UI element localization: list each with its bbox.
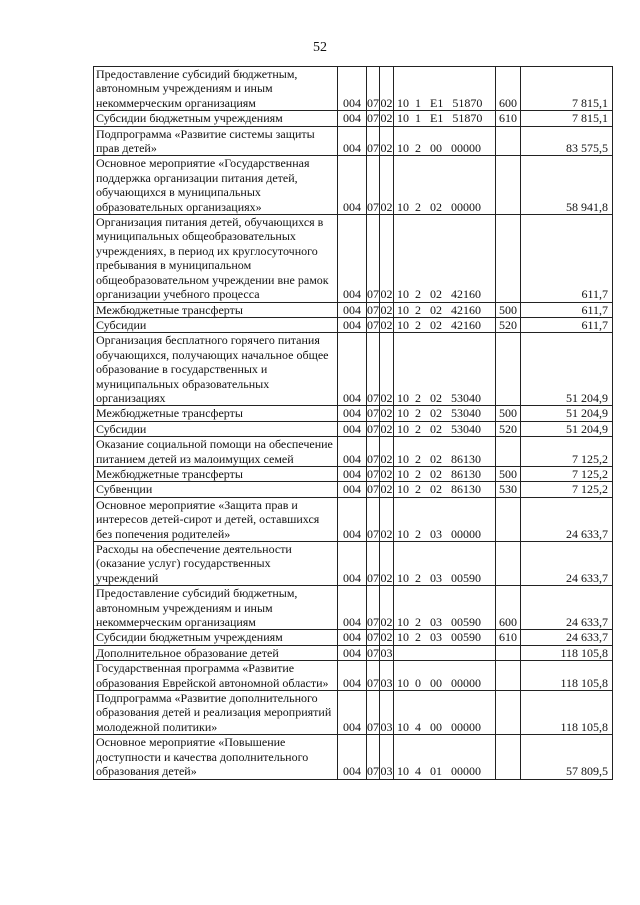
ved-code: 004: [338, 645, 367, 660]
ved-code: 004: [338, 482, 367, 497]
row-amount: 7 125,2: [521, 466, 613, 481]
row-amount: 51 204,9: [521, 406, 613, 421]
expense-type-code: [496, 645, 521, 660]
target-article-code: 10 2 02 42160: [394, 215, 496, 302]
row-name: Организация питания детей, обучающихся в муниципальных общеобразовательных учреждениях, в период их круглосуточного пребывания в муниципальном общеобразовательном учреждении вне рамок организации учебного процесса: [94, 215, 338, 302]
subsection-code: 03: [380, 691, 394, 735]
section-code: 07: [367, 126, 380, 156]
target-article-code: 10 2 02 86130: [394, 466, 496, 481]
table-row: [94, 406, 613, 421]
table-row: [94, 111, 613, 126]
subsection-code: 02: [380, 630, 393, 645]
subsection-code: 03: [380, 645, 393, 660]
subsection-code: 02: [380, 215, 394, 302]
expense-type-code: 520: [496, 421, 521, 436]
target-article-code: 10 2 02 86130: [394, 482, 496, 497]
section-code: 07: [367, 67, 380, 111]
expense-type-code: [496, 542, 521, 586]
section-code: 07: [367, 497, 380, 541]
section-code: 07: [367, 215, 380, 302]
subsection-code: 02: [380, 586, 394, 630]
ved-code: 004: [338, 586, 367, 630]
section-code: 07: [367, 156, 380, 215]
section-code: 07: [367, 317, 379, 332]
ved-code: 004: [338, 497, 367, 541]
ved-code: 004: [338, 67, 367, 111]
section-code: 07: [367, 661, 380, 691]
expense-type-code: 610: [496, 111, 521, 126]
expense-type-code: 520: [496, 317, 521, 332]
subsection-code: 02: [380, 437, 394, 467]
subsection-code: 02: [380, 156, 394, 215]
table-row: [94, 333, 613, 406]
row-amount: 118 105,8: [521, 661, 613, 691]
subsection-code: 02: [380, 302, 393, 317]
ved-code: 004: [338, 735, 367, 779]
row-name: Основное мероприятие «Повышение доступности и качества дополнительного образования детей»: [94, 735, 338, 779]
row-name: Дополнительное образование детей: [94, 645, 338, 660]
row-amount: 51 204,9: [521, 333, 613, 406]
table-row: [94, 630, 613, 645]
section-code: 07: [367, 542, 380, 586]
row-name: Межбюджетные трансферты: [94, 466, 338, 481]
target-article-code: [394, 645, 496, 660]
section-code: 07: [367, 691, 380, 735]
row-amount: 83 575,5: [521, 126, 613, 156]
section-code: 07: [367, 421, 379, 436]
target-article-code: 10 2 00 00000: [394, 126, 496, 156]
row-name: Основное мероприятие «Защита прав и интересов детей-сирот и детей, оставшихся без попечения родителей»: [94, 497, 338, 541]
ved-code: 004: [338, 126, 367, 156]
row-amount: 118 105,8: [521, 645, 613, 660]
section-code: 07: [367, 466, 379, 481]
table-row: [94, 421, 613, 436]
ved-code: 004: [338, 691, 367, 735]
subsection-code: 02: [380, 67, 394, 111]
row-amount: 611,7: [521, 317, 613, 332]
subsection-code: 03: [380, 735, 394, 779]
page-number: 52: [313, 40, 327, 55]
expense-type-code: 600: [496, 586, 521, 630]
target-article-code: 10 2 02 53040: [394, 333, 496, 406]
target-article-code: 10 2 02 53040: [394, 406, 496, 421]
row-name: Субсидии бюджетным учреждениям: [94, 111, 338, 126]
table-row: [94, 126, 613, 156]
table-row: [94, 317, 613, 332]
ved-code: 004: [338, 215, 367, 302]
ved-code: 004: [338, 630, 367, 645]
subsection-code: 02: [380, 542, 394, 586]
subsection-code: 02: [380, 111, 393, 126]
budget-table: [93, 66, 613, 780]
section-code: 07: [367, 406, 379, 421]
row-amount: 7 125,2: [521, 437, 613, 467]
target-article-code: 10 2 03 00590: [394, 586, 496, 630]
table-row: [94, 735, 613, 779]
expense-type-code: 600: [496, 67, 521, 111]
target-article-code: 10 2 02 53040: [394, 421, 496, 436]
ved-code: 004: [338, 466, 367, 481]
target-article-code: 10 2 02 00000: [394, 156, 496, 215]
subsection-code: 02: [380, 126, 394, 156]
table-row: [94, 156, 613, 215]
expense-type-code: [496, 497, 521, 541]
ved-code: 004: [338, 333, 367, 406]
subsection-code: 02: [380, 497, 394, 541]
target-article-code: 10 1 Е1 51870: [394, 111, 496, 126]
target-article-code: 10 2 03 00590: [394, 542, 496, 586]
row-amount: 58 941,8: [521, 156, 613, 215]
target-article-code: 10 2 03 00000: [394, 497, 496, 541]
row-amount: 7 125,2: [521, 482, 613, 497]
expense-type-code: [496, 735, 521, 779]
ved-code: 004: [338, 421, 367, 436]
expense-type-code: [496, 215, 521, 302]
row-name: Расходы на обеспечение деятельности (оказание услуг) государственных учреждений: [94, 542, 338, 586]
section-code: 07: [367, 333, 380, 406]
row-name: Межбюджетные трансферты: [94, 406, 338, 421]
row-name: Подпрограмма «Развитие системы защиты прав детей»: [94, 126, 338, 156]
row-name: Субсидии: [94, 421, 338, 436]
ved-code: 004: [338, 111, 367, 126]
ved-code: 004: [338, 661, 367, 691]
section-code: 07: [367, 645, 379, 660]
table-row: [94, 302, 613, 317]
table-row: [94, 67, 613, 111]
section-code: 07: [367, 735, 380, 779]
subsection-code: 02: [380, 421, 393, 436]
target-article-code: 10 1 Е1 51870: [394, 67, 496, 111]
table-row: [94, 661, 613, 691]
row-name: Оказание социальной помощи на обеспечение питанием детей из малоимущих семей: [94, 437, 338, 467]
expense-type-code: [496, 437, 521, 467]
subsection-code: 02: [380, 466, 393, 481]
table-row: [94, 482, 613, 497]
row-amount: 57 809,5: [521, 735, 613, 779]
row-name: Основное мероприятие «Государственная поддержка организации питания детей, обучающихся в муниципальных образовательных организациях»: [94, 156, 338, 215]
row-name: Межбюджетные трансферты: [94, 302, 338, 317]
row-amount: 51 204,9: [521, 421, 613, 436]
ved-code: 004: [338, 542, 367, 586]
row-name: Субвенции: [94, 482, 338, 497]
section-code: 07: [367, 630, 379, 645]
target-article-code: 10 4 01 00000: [394, 735, 496, 779]
row-name: Предоставление субсидий бюджетным, автономным учреждениям и иным некоммерческим организациям: [94, 586, 338, 630]
subsection-code: 02: [380, 317, 393, 332]
subsection-code: 02: [380, 482, 393, 497]
section-code: 07: [367, 586, 380, 630]
section-code: 07: [367, 482, 379, 497]
row-amount: 24 633,7: [521, 630, 613, 645]
expense-type-code: [496, 126, 521, 156]
expense-type-code: 500: [496, 302, 521, 317]
row-name: Предоставление субсидий бюджетным, автономным учреждениям и иным некоммерческим организациям: [94, 67, 338, 111]
expense-type-code: 500: [496, 466, 521, 481]
ved-code: 004: [338, 437, 367, 467]
ved-code: 004: [338, 156, 367, 215]
expense-type-code: [496, 691, 521, 735]
table-row: [94, 691, 613, 735]
table-row: [94, 645, 613, 660]
row-name: Субсидии: [94, 317, 338, 332]
table-row: [94, 586, 613, 630]
section-code: 07: [367, 111, 379, 126]
expense-type-code: 530: [496, 482, 521, 497]
subsection-code: 02: [380, 406, 393, 421]
expense-type-code: [496, 156, 521, 215]
ved-code: 004: [338, 317, 367, 332]
expense-type-code: 610: [496, 630, 521, 645]
row-amount: 611,7: [521, 302, 613, 317]
target-article-code: 10 2 02 86130: [394, 437, 496, 467]
row-amount: 7 815,1: [521, 111, 613, 126]
row-name: Подпрограмма «Развитие дополнительного образования детей и реализация мероприятий молодежной политики»: [94, 691, 338, 735]
table-row: [94, 215, 613, 302]
table-row: [94, 437, 613, 467]
subsection-code: 03: [380, 661, 394, 691]
row-amount: 24 633,7: [521, 586, 613, 630]
row-amount: 611,7: [521, 215, 613, 302]
target-article-code: 10 2 02 42160: [394, 317, 496, 332]
ved-code: 004: [338, 406, 367, 421]
row-name: Субсидии бюджетным учреждениям: [94, 630, 338, 645]
row-name: Организация бесплатного горячего питания обучающихся, получающих начальное общее образование в государственных и муниципальных образовательных организациях: [94, 333, 338, 406]
row-amount: 24 633,7: [521, 542, 613, 586]
expense-type-code: 500: [496, 406, 521, 421]
target-article-code: 10 2 03 00590: [394, 630, 496, 645]
table-row: [94, 466, 613, 481]
expense-type-code: [496, 661, 521, 691]
row-amount: 7 815,1: [521, 67, 613, 111]
expense-type-code: [496, 333, 521, 406]
target-article-code: 10 2 02 42160: [394, 302, 496, 317]
subsection-code: 02: [380, 333, 394, 406]
section-code: 07: [367, 302, 379, 317]
row-amount: 118 105,8: [521, 691, 613, 735]
section-code: 07: [367, 437, 380, 467]
target-article-code: 10 0 00 00000: [394, 661, 496, 691]
table-row: [94, 542, 613, 586]
target-article-code: 10 4 00 00000: [394, 691, 496, 735]
ved-code: 004: [338, 302, 367, 317]
row-name: Государственная программа «Развитие образования Еврейской автономной области»: [94, 661, 338, 691]
table-row: [94, 497, 613, 541]
row-amount: 24 633,7: [521, 497, 613, 541]
